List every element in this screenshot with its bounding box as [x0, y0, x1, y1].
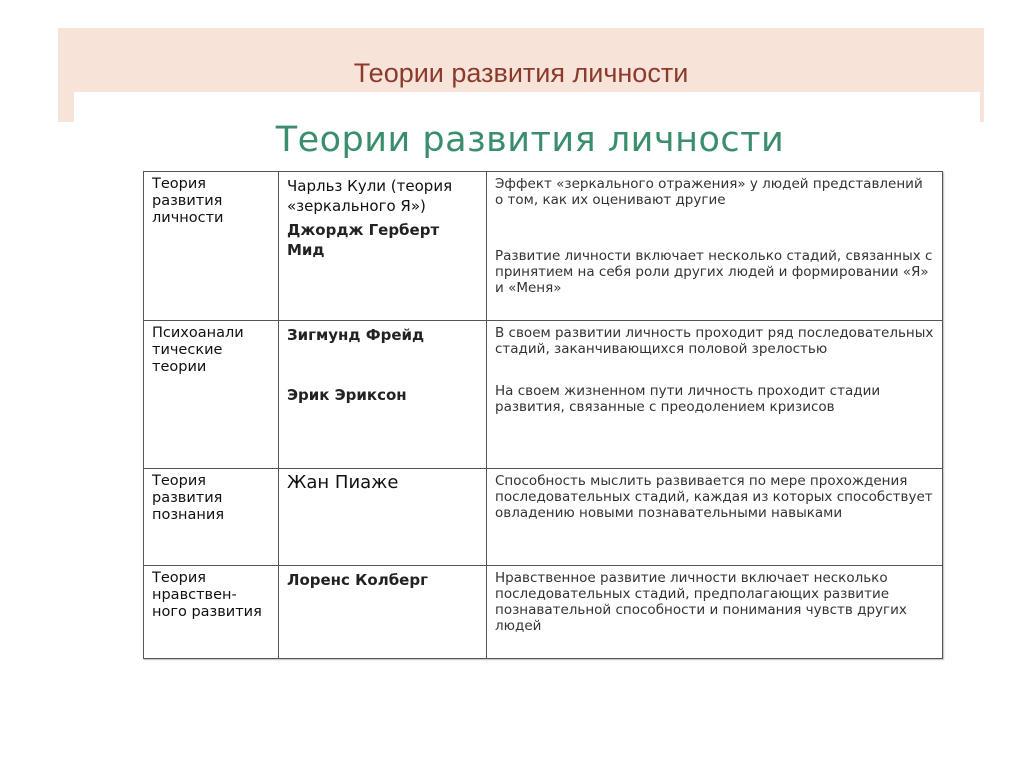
description-text: Способность мыслить развивается по мере прохождения последовательных стадий, каждая из которых способствует овладению новыми познавательными навыками	[495, 473, 933, 521]
description-cell	[487, 566, 943, 659]
author-name: Джордж Герберт Мид	[287, 221, 440, 259]
author-cell	[279, 321, 487, 469]
author-name: Жан Пиаже	[287, 472, 399, 493]
description-cell	[487, 172, 943, 321]
description-text: Эффект «зеркального отражения» у людей представлений о том, как их оценивают другие	[495, 176, 923, 208]
theory-type-cell: Теория нравствен-ного развития	[144, 566, 279, 659]
theory-type-cell: Теория развития личности	[144, 172, 279, 321]
author-name: Чарльз Кули (теория «зеркального Я»)	[287, 177, 453, 215]
theories-table	[143, 171, 943, 659]
author-name: Эрик Эриксон	[287, 386, 407, 404]
theory-type-cell: Психоанали тические теории	[144, 321, 279, 469]
author-name: Зигмунд Фрейд	[287, 326, 425, 344]
table-row	[144, 469, 943, 566]
theory-type-cell: Теория развития познания	[144, 469, 279, 566]
image-title: Теории развития личности	[275, 120, 785, 160]
table-row	[144, 321, 943, 469]
table-row	[144, 172, 943, 321]
author-cell	[279, 172, 487, 321]
description-cell	[487, 469, 943, 566]
author-name: Лоренс Колберг	[287, 571, 428, 589]
author-cell	[279, 469, 487, 566]
description-text: Нравственное развитие личности включает несколько последовательных стадий, предполагающих развитие познавательной способности и понимания чувств других людей	[495, 570, 907, 634]
slide-title: Теории развития личности	[353, 58, 689, 88]
author-cell	[279, 566, 487, 659]
table-row	[144, 566, 943, 659]
description-cell	[487, 321, 943, 469]
description-text: На своем жизненном пути личность проходит стадии развития, связанные с преодолением кризисов	[495, 383, 881, 415]
description-text: В своем развитии личность проходит ряд последовательных стадий, заканчивающихся половой зрелостью	[495, 325, 934, 357]
description-text: Развитие личности включает несколько стадий, связанных с принятием на себя роли других людей и формировании «Я» и «Меня»	[495, 248, 933, 296]
